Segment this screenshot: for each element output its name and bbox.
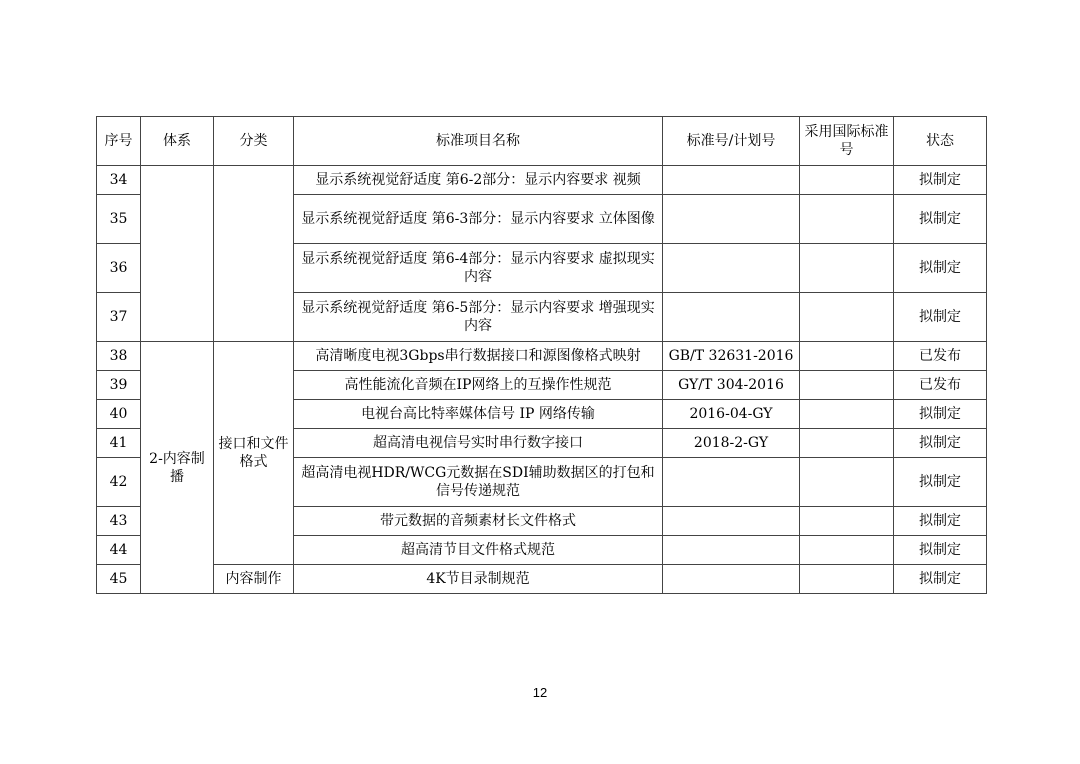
row-no: 37 bbox=[97, 293, 141, 342]
header-code: 标准号/计划号 bbox=[663, 117, 800, 166]
row-code bbox=[663, 458, 800, 507]
row-intl bbox=[800, 342, 894, 371]
row-code bbox=[663, 293, 800, 342]
header-category: 分类 bbox=[214, 117, 294, 166]
page-number: 12 bbox=[532, 685, 548, 700]
header-no: 序号 bbox=[97, 117, 141, 166]
system-cell: 2-内容制播 bbox=[141, 342, 214, 594]
row-code: 2016-04-GY bbox=[663, 400, 800, 429]
row-status: 拟制定 bbox=[894, 507, 987, 536]
row-name: 超高清电视信号实时串行数字接口 bbox=[294, 429, 663, 458]
row-code bbox=[663, 507, 800, 536]
row-name: 4K节目录制规范 bbox=[294, 565, 663, 594]
row-intl bbox=[800, 400, 894, 429]
row-name: 超高清节目文件格式规范 bbox=[294, 536, 663, 565]
row-intl bbox=[800, 429, 894, 458]
row-code bbox=[663, 244, 800, 293]
row-code: GB/T 32631-2016 bbox=[663, 342, 800, 371]
header-row bbox=[97, 117, 987, 166]
system-cell-empty bbox=[141, 166, 214, 342]
row-name: 高性能流化音频在IP网络上的互操作性规范 bbox=[294, 371, 663, 400]
row-status: 拟制定 bbox=[894, 293, 987, 342]
row-name: 显示系统视觉舒适度 第6-4部分：显示内容要求 虚拟现实内容 bbox=[294, 244, 663, 293]
row-intl bbox=[800, 166, 894, 195]
category-cell-content: 内容制作 bbox=[214, 565, 294, 594]
row-intl bbox=[800, 195, 894, 244]
row-name: 带元数据的音频素材长文件格式 bbox=[294, 507, 663, 536]
row-intl bbox=[800, 458, 894, 507]
row-status: 拟制定 bbox=[894, 536, 987, 565]
row-code bbox=[663, 536, 800, 565]
row-name: 显示系统视觉舒适度 第6-5部分：显示内容要求 增强现实内容 bbox=[294, 293, 663, 342]
row-status: 拟制定 bbox=[894, 244, 987, 293]
row-intl bbox=[800, 293, 894, 342]
row-status: 拟制定 bbox=[894, 195, 987, 244]
row-status: 拟制定 bbox=[894, 458, 987, 507]
header-status: 状态 bbox=[894, 117, 987, 166]
row-name: 超高清电视HDR/WCG元数据在SDI辅助数据区的打包和信号传递规范 bbox=[294, 458, 663, 507]
category-cell-interface: 接口和文件格式 bbox=[214, 342, 294, 565]
standards-table bbox=[96, 116, 987, 594]
row-status: 拟制定 bbox=[894, 565, 987, 594]
row-status: 拟制定 bbox=[894, 400, 987, 429]
row-status: 已发布 bbox=[894, 342, 987, 371]
row-no: 39 bbox=[97, 371, 141, 400]
row-no: 44 bbox=[97, 536, 141, 565]
table-row bbox=[97, 565, 987, 594]
row-no: 34 bbox=[97, 166, 141, 195]
header-name: 标准项目名称 bbox=[294, 117, 663, 166]
row-no: 36 bbox=[97, 244, 141, 293]
row-name: 高清晰度电视3Gbps串行数据接口和源图像格式映射 bbox=[294, 342, 663, 371]
row-intl bbox=[800, 507, 894, 536]
category-cell-empty bbox=[214, 166, 294, 342]
row-intl bbox=[800, 536, 894, 565]
row-intl bbox=[800, 371, 894, 400]
row-code: GY/T 304-2016 bbox=[663, 371, 800, 400]
row-no: 35 bbox=[97, 195, 141, 244]
row-name: 电视台高比特率媒体信号 IP 网络传输 bbox=[294, 400, 663, 429]
table-row bbox=[97, 342, 987, 371]
row-no: 38 bbox=[97, 342, 141, 371]
row-status: 已发布 bbox=[894, 371, 987, 400]
row-status: 拟制定 bbox=[894, 429, 987, 458]
header-intl: 采用国际标准号 bbox=[800, 117, 894, 166]
header-system: 体系 bbox=[141, 117, 214, 166]
row-no: 41 bbox=[97, 429, 141, 458]
row-status: 拟制定 bbox=[894, 166, 987, 195]
row-intl bbox=[800, 244, 894, 293]
row-code: 2018-2-GY bbox=[663, 429, 800, 458]
row-no: 40 bbox=[97, 400, 141, 429]
table-row bbox=[97, 166, 987, 195]
row-code bbox=[663, 195, 800, 244]
row-code bbox=[663, 166, 800, 195]
row-no: 45 bbox=[97, 565, 141, 594]
row-intl bbox=[800, 565, 894, 594]
row-no: 42 bbox=[97, 458, 141, 507]
row-name: 显示系统视觉舒适度 第6-3部分：显示内容要求 立体图像 bbox=[294, 195, 663, 244]
row-no: 43 bbox=[97, 507, 141, 536]
row-code bbox=[663, 565, 800, 594]
row-name: 显示系统视觉舒适度 第6-2部分：显示内容要求 视频 bbox=[294, 166, 663, 195]
